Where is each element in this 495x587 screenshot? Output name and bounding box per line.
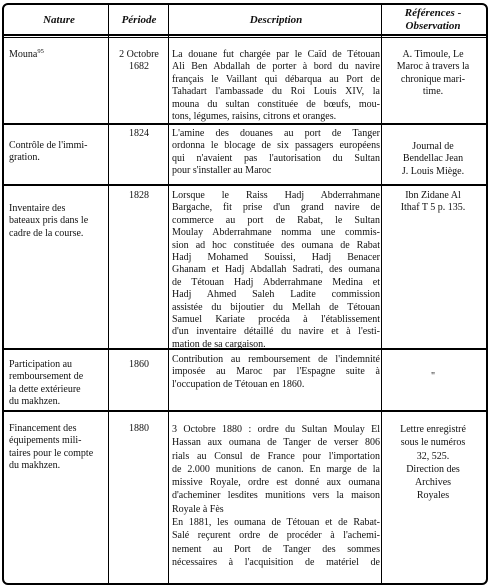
row-4-references <box>384 371 482 383</box>
description-line: mouna du sultan constituée de bœufs, mou- <box>172 98 380 110</box>
row-divider <box>4 184 486 186</box>
description-line: Ali Ben Abdallah de porter à bord du navire <box>172 61 380 73</box>
row-4-description <box>172 354 380 391</box>
description-line: missive Royale, ordre est donné aux oumana <box>172 477 380 489</box>
row-1-nature <box>9 49 109 61</box>
header-line: Observation <box>405 20 461 32</box>
row-3-description <box>172 190 380 351</box>
description-line: tons, légumes, raisins, citrons et oranges. <box>172 111 337 123</box>
periode-line: 1880 <box>129 423 149 434</box>
reference-line: J. Louis Miège. <box>401 165 465 177</box>
reference-line: Bendellac Jean <box>402 153 464 165</box>
row-1-periode <box>112 49 166 74</box>
row-2-nature <box>9 140 109 165</box>
header-divider <box>4 37 486 38</box>
row-3-references <box>384 190 482 215</box>
column-divider <box>381 5 382 583</box>
row-5-references <box>384 423 482 503</box>
row-5-periode <box>112 423 166 435</box>
row-3-nature <box>9 203 109 240</box>
description-line: L'amine des douanes au port de Tanger <box>172 128 380 139</box>
description-line: mation de sa cargaison. <box>172 338 266 350</box>
header-periode: Période <box>121 14 157 26</box>
periode-line: 1860 <box>129 359 149 370</box>
description-line: assistée du bijoutier du Mellah de Tétouan <box>172 301 380 313</box>
nature-line: Inventaire des <box>9 203 66 214</box>
nature-line: équipements mili- <box>9 435 82 447</box>
table-frame <box>2 3 488 585</box>
description-line: La douane fut chargée par le Caïd de Tétouan <box>172 49 380 60</box>
description-line: rials au Consul de France pour l'importation <box>172 450 380 462</box>
description-line: Salé reçurent ordre de procéder à l'achemi- <box>172 530 380 542</box>
description-line: Hadj Mohamed Souissi, Hadj Benacer <box>172 252 380 264</box>
reference-line: Direction des <box>406 463 460 475</box>
periode-line: 1824 <box>129 128 149 139</box>
periode-line: 1828 <box>129 190 149 201</box>
description-line: qui n'avaient pas l'autorisation du Sultan <box>172 152 380 164</box>
description-line: En 1881, les oumana de Tétouan et de Rabat- <box>172 517 380 529</box>
description-line: Moulay Abderrahmane nomma une commis- <box>172 227 380 239</box>
row-5-description <box>172 423 380 569</box>
header-description: Description <box>249 14 303 26</box>
description-line: imposée au Maroc par l'Espagne suite à <box>172 366 380 378</box>
row-4-nature <box>9 359 109 409</box>
nature-line: taires pour le compte <box>9 447 94 459</box>
reference-line: chronique mari- <box>400 73 466 85</box>
header-nature: Nature <box>43 14 75 26</box>
reference-line: 32, 525. <box>416 450 450 462</box>
reference-line: Lettre enregistré <box>400 424 466 435</box>
column-divider <box>168 5 169 583</box>
description-line: sion ad hoc constituée des oumana de Rabat <box>172 239 380 251</box>
description-line: de 2.000 munitions de canon. En marge de la <box>172 463 380 475</box>
periode-line: 2 Octobre <box>119 49 159 60</box>
nature-line: la dette extérieure <box>9 383 81 395</box>
description-line: d'un inventaire détaillé du navire et à l'esti- <box>172 326 380 338</box>
row-2-periode <box>112 128 166 140</box>
nature-line: Financement des <box>9 423 77 434</box>
header-divider <box>4 34 486 36</box>
description-line: de Tétouan Hadj Abderrahmane Medina et <box>172 276 380 288</box>
reference-line: time. <box>422 86 444 98</box>
reference-line: A. Timoule, Le <box>402 49 464 60</box>
footnote-marker: 95 <box>37 48 44 55</box>
header-line: Références - <box>404 7 462 19</box>
description-line: pour s'installer au Maroc <box>172 165 272 177</box>
nature-line: Contrôle de l'immi- <box>9 140 88 151</box>
description-line: Hadj Ahmed Saleh Ladite commission <box>172 289 380 301</box>
row-3-periode <box>112 190 166 202</box>
reference-line: Ithaf T 5 p. 135. <box>400 202 466 214</box>
description-line: commerce au port de Rabat, le Sultan <box>172 214 380 226</box>
reference-line: Royales <box>416 490 450 502</box>
description-line: nécessaires à l'acquisition de matériel de <box>172 556 380 568</box>
row-1-description <box>172 49 380 123</box>
row-divider <box>4 410 486 412</box>
row-2-description <box>172 128 380 178</box>
description-line: d'acheminer lesdites munitions vers la maison <box>172 490 380 502</box>
column-divider <box>108 5 109 583</box>
row-5-nature <box>9 423 109 473</box>
description-line: Bargache, fit prise d'un grand navire de <box>172 202 380 214</box>
reference-line: Ibn Zidane Al <box>405 190 461 201</box>
description-line: l'occupation de Tétouan en 1860. <box>172 378 305 390</box>
reference-line: sous le numéros <box>400 437 466 449</box>
description-line: Hassan aux oumana de Tanger de verser 806 <box>172 437 380 449</box>
description-line: français le Vaillant qui débarqua au Port de <box>172 73 380 85</box>
description-line: Samuel Kariate procéda à l'établissement <box>172 314 380 326</box>
nature-line: bateaux pris dans le <box>9 215 89 227</box>
reference-line: Journal de <box>412 141 454 152</box>
reference-line: Archives <box>414 477 452 489</box>
nature-line: remboursement de <box>9 371 84 383</box>
nature-line: du makhzen. <box>9 460 61 472</box>
nature-line: Participation au <box>9 359 73 370</box>
description-line: Contribution au remboursement de l'indemnité <box>172 354 380 365</box>
reference-line: Maroc à travers la <box>396 61 470 73</box>
description-line: ordonna le blocage de six passagers européens <box>172 140 380 152</box>
description-line: 3 Octobre 1880 : ordre du Sultan Moulay El <box>172 424 380 435</box>
row-1-references <box>384 49 482 99</box>
description-line: Lorsque le Raiss Hadj Abderrahmane <box>172 190 380 201</box>
description-line: Tahadart l'ambassade du Roi Louis XIV, la <box>172 86 380 98</box>
reference-line: " <box>430 371 436 382</box>
nature-text: Mouna <box>9 49 38 60</box>
header-references <box>384 7 482 33</box>
row-2-references <box>384 141 482 178</box>
periode-line: 1682 <box>129 61 149 73</box>
description-line: Royale à Fès <box>172 503 224 515</box>
nature-line: gration. <box>9 152 40 164</box>
description-line: Ghanam et Hadj Abdallah Sadrati, des oumana <box>172 264 380 276</box>
nature-line: du makhzen. <box>9 396 61 408</box>
nature-line: cadre de la course. <box>9 227 84 239</box>
row-4-periode <box>112 359 166 371</box>
description-line: nement au Port de Tanger des sommes <box>172 543 380 555</box>
